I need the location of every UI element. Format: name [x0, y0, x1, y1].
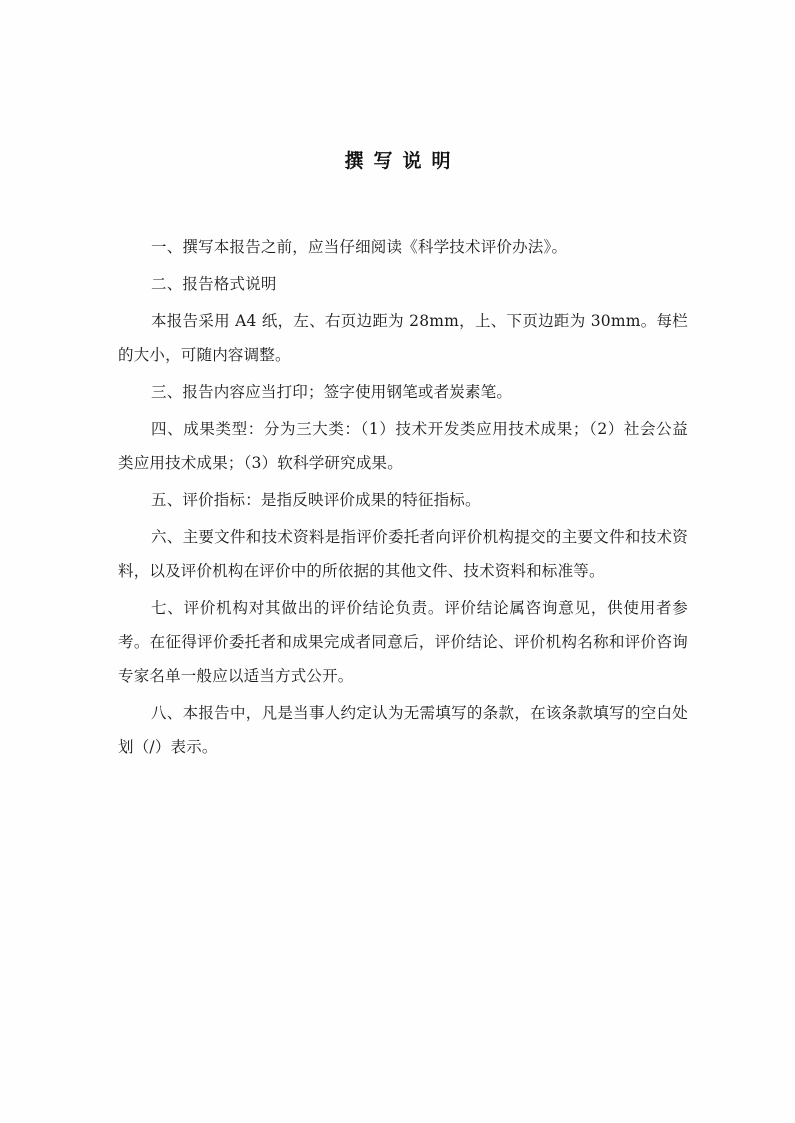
instruction-item-6: 六、主要文件和技术资料是指评价委托者向评价机构提交的主要文件和技术资料，以及评价机构在评价中的所依据的其他文件、技术资料和标准等。	[118, 528, 688, 580]
instruction-item-3: 三、报告内容应当打印；签字使用钢笔或者炭素笔。	[151, 383, 513, 401]
page-title: 撰写说明	[344, 150, 461, 172]
instructions-body	[118, 230, 688, 764]
instruction-item-4: 四、成果类型：分为三大类：（1）技术开发类应用技术成果；（2）社会公益类应用技术成果；（3）软科学研究成果。	[118, 420, 688, 472]
instruction-item-2: 二、报告格式说明	[151, 275, 277, 293]
instruction-item-2-detail: 本报告采用 A4 纸，左、右页边距为 28mm，上、下页边距为 30mm。每栏的大小，可随内容调整。	[118, 312, 688, 364]
instruction-item-7: 七、评价机构对其做出的评价结论负责。评价结论属咨询意见，供使用者参考。在征得评价委托者和成果完成者同意后，评价结论、评价机构名称和评价咨询专家名单一般应以适当方式公开。	[118, 599, 688, 685]
instruction-item-1: 一、撰写本报告之前，应当仔细阅读《科学技术评价办法》。	[151, 238, 568, 256]
instruction-item-8: 八、本报告中，凡是当事人约定认为无需填写的条款，在该条款填写的空白处划（/）表示。	[118, 704, 688, 756]
instruction-item-5: 五、评价指标：是指反映评价成果的特征指标。	[151, 491, 481, 509]
